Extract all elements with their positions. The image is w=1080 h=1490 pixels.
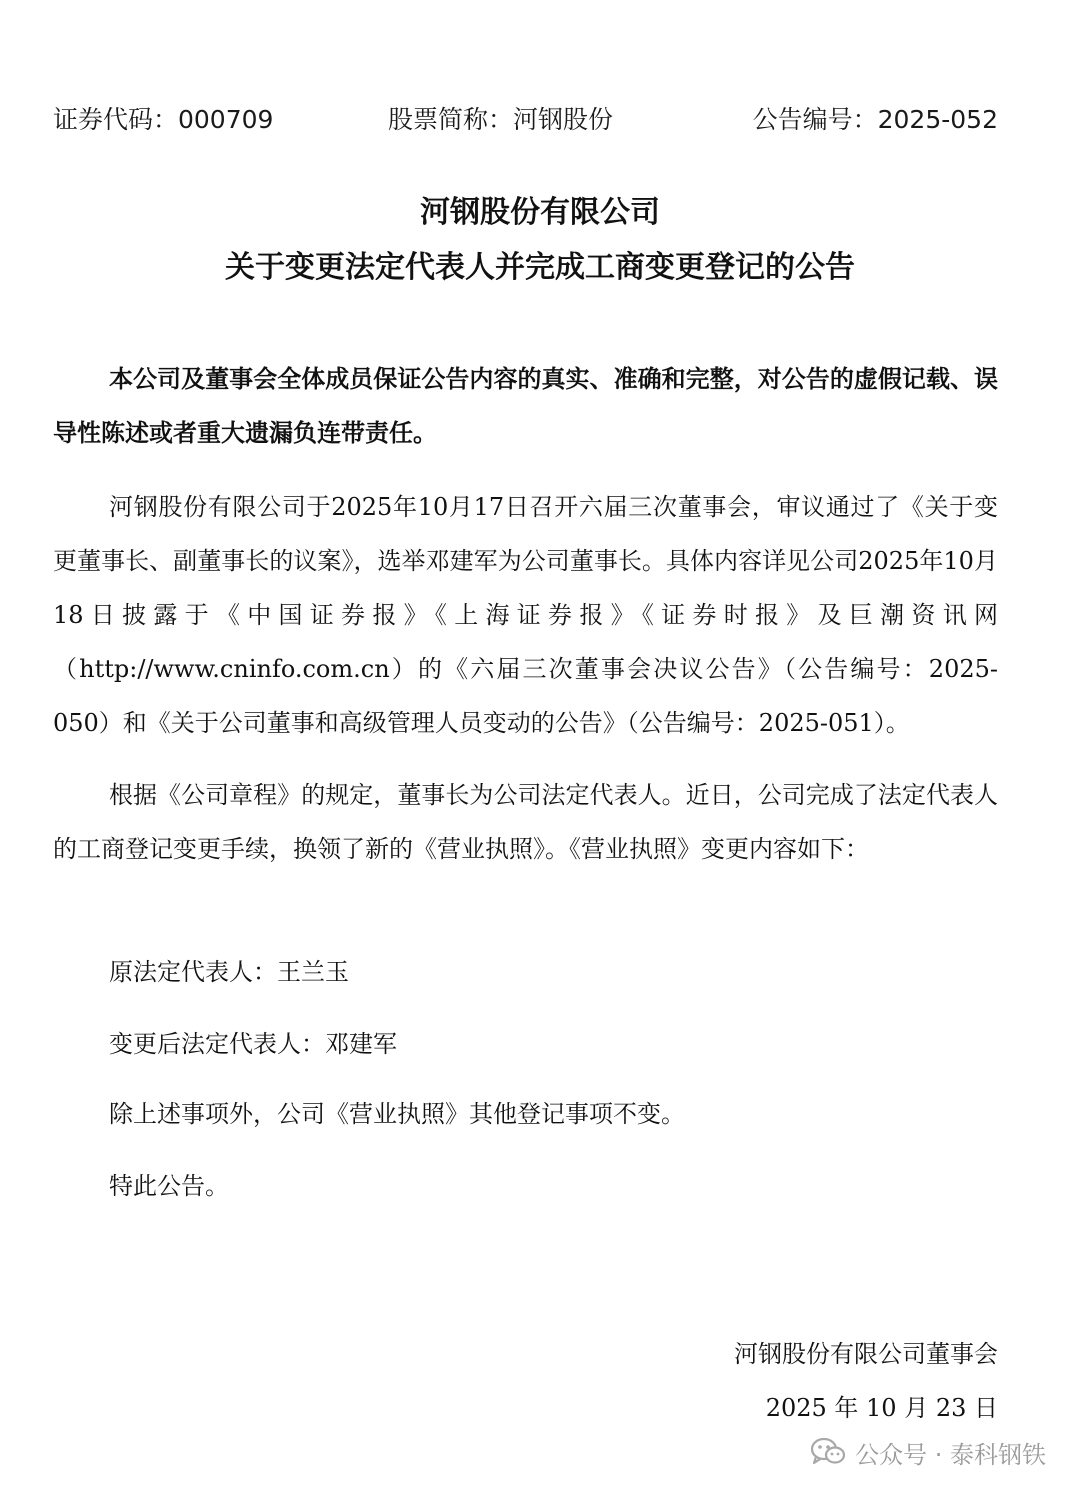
- former-legal-representative: 原法定代表人：王兰玉: [109, 958, 349, 986]
- unchanged-items: 除上述事项外，公司《营业执照》其他登记事项不变。: [109, 1100, 685, 1128]
- notice-number: 公告编号：2025-052: [752, 105, 998, 134]
- stock-code: 证券代码：000709: [53, 105, 274, 134]
- watermark-text: 公众号 · 泰科钢铁: [855, 1440, 1046, 1469]
- title-company: 河钢股份有限公司: [420, 195, 660, 230]
- body-paragraph-1: 河钢股份有限公司于2025年10月17日召开六届三次董事会，审议通过了《关于变更董事长、副董事长的议案》，选举邓建军为公司董事长。具体内容详见公司2025年10月18日披露于《中国证券报》《上海证券报》《证券时报》及巨潮资讯网（http://www.cninfo.com.cn）的《六届三次董事会决议公告》（公告编号：2025-050）和《关于公司董事和高级管理人员变动的公告》（公告编号：2025-051）。: [53, 493, 998, 737]
- wechat-icon: [811, 1438, 845, 1466]
- closing-line: 特此公告。: [109, 1172, 229, 1200]
- title-subject: 关于变更法定代表人并完成工商变更登记的公告: [225, 250, 855, 285]
- signature-board: 河钢股份有限公司董事会: [734, 1340, 998, 1368]
- wechat-watermark: [811, 1432, 1046, 1472]
- responsibility-statement: 本公司及董事会全体成员保证公告内容的真实、准确和完整，对公告的虚假记载、误导性陈述或者重大遗漏负连带责任。: [53, 365, 998, 447]
- body-paragraph-2: 根据《公司章程》的规定，董事长为公司法定代表人。近日，公司完成了法定代表人的工商登记变更手续，换领了新的《营业执照》。《营业执照》变更内容如下：: [53, 781, 998, 863]
- signature-date: 2025 年 10 月 23 日: [765, 1394, 998, 1422]
- stock-name: 股票简称：河钢股份: [388, 105, 614, 134]
- new-legal-representative: 变更后法定代表人：邓建军: [109, 1030, 397, 1058]
- announcement-header: [53, 100, 998, 140]
